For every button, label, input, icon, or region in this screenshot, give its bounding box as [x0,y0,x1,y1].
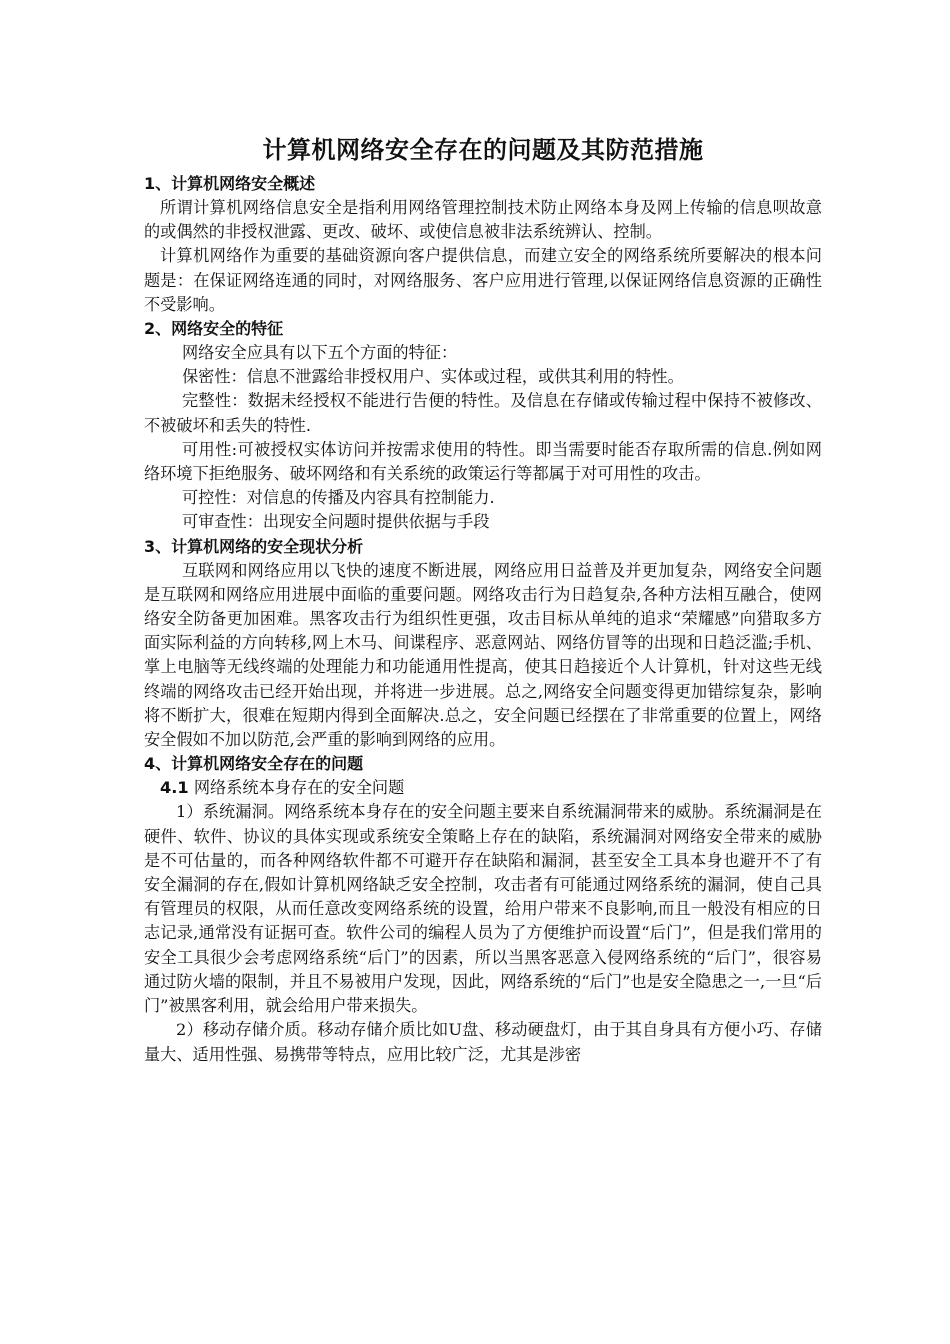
document-title: 计算机网络安全存在的问题及其防范措施 [262,136,704,164]
subsection-title: 网络系统本身存在的安全问题 [188,778,405,798]
feature-availability: 可用性:可被授权实体访问并按需求使用的特性。即当需要时能否存取所需的信息.例如网络环境下拒绝服务、破坏网络和有关系统的政策运行等都属于对可用性的攻击。 [144,439,822,484]
feature-confidentiality: 保密性：信息不泄露给非授权用户、实体或过程，或供其利用的特性。 [182,367,684,387]
section-2-heading: 2、网络安全的特征 [144,319,284,339]
subsection-4-1-heading [144,776,822,800]
section-3-paragraph: 互联网和网络应用以飞快的速度不断进展，网络应用日益普及并更加复杂，网络安全问题是互联网和网络应用进展中面临的重要问题。网络攻击行为日趋复杂,各种方法相互融合，使网络安全防备更加困难。黑客攻击行为组织性更强，攻击目标从单纯的追求“荣耀感”向猎取多方面实际利益的方向转移,网上木马、间谍程序、恶意网站、网络仿冒等的出现和日趋泛滥;手机、掌上电脑等无线终端的处理能力和功能通用性提高，使其日趋接近个人计算机，针对这些无线终端的网络攻击已经开始出现，并将进一步进展。总之,网络安全问题变得更加错综复杂，影响将不断扩大，很难在短期内得到全面解决.总之，安全问题已经摆在了非常重要的位置上，网络安全假如不加以防范,会严重的影响到网络的应用。 [144,560,822,750]
document-page [144,132,822,1067]
section-1-paragraph-2: 计算机网络作为重要的基础资源向客户提供信息，而建立安全的网络系统所要解决的根本问题是：在保证网络连通的同时，对网络服务、客户应用进行管理,以保证网络信息资源的正确性不受影响。 [144,246,822,314]
section-3-heading: 3、计算机网络的安全现状分析 [144,536,364,556]
section-4-heading: 4、计算机网络安全存在的问题 [144,754,364,774]
section-4-paragraph-2: 2）移动存储介质。移动存储介质比如U盘、移动硬盘灯，由于其自身具有方便小巧、存储量大、适用性强、易携带等特点，应用比较广泛，尤其是涉密 [144,1020,822,1064]
section-2-intro: 网络安全应具有以下五个方面的特征： [182,343,458,363]
subsection-number: 4.1 [160,778,189,798]
feature-integrity: 完整性：数据未经授权不能进行告便的特性。及信息在存储或传输过程中保持不被修改、不被破坏和丢失的特性. [144,391,822,435]
feature-auditability: 可审查性：出现安全问题时提供依据与手段 [182,512,490,532]
section-1-paragraph-1: 所谓计算机网络信息安全是指利用网络管理控制技术防止网络本身及网上传输的信息呗故意的或偶然的非授权泄露、更改、破坏、或使信息被非法系统辨认、控制。 [144,198,822,242]
section-4-paragraph-1: 1）系统漏洞。网络系统本身存在的安全问题主要来自系统漏洞带来的威胁。系统漏洞是在硬件、软件、协议的具体实现或系统安全策略上存在的缺陷，系统漏洞对网络安全带来的威胁是不可估量的，而各种网络软件都不可避开存在缺陷和漏洞，甚至安全工具本身也避开不了有安全漏洞的存在,假如计算机网络缺乏安全控制，攻击者有可能通过网络系统的漏洞，使自己具有管理员的权限，从而任意改变网络系统的设置，给用户带来不良影响,而且一般没有相应的日志记录,通常没有证据可查。软件公司的编程人员为了方便维护而设置“后门”，但是我们常用的安全工具很少会考虑网络系统“后门”的因素，所以当黑客恶意入侵网络系统的“后门”，很容易通过防火墙的限制，并且不易被用户发现，因此，网络系统的“后门”也是安全隐患之一,一旦“后门”被黑客利用，就会给用户带来损失。 [144,802,822,1016]
feature-controllability: 可控性：对信息的传播及内容具有控制能力. [182,488,495,508]
section-1-heading: 1、计算机网络安全概述 [144,174,316,193]
